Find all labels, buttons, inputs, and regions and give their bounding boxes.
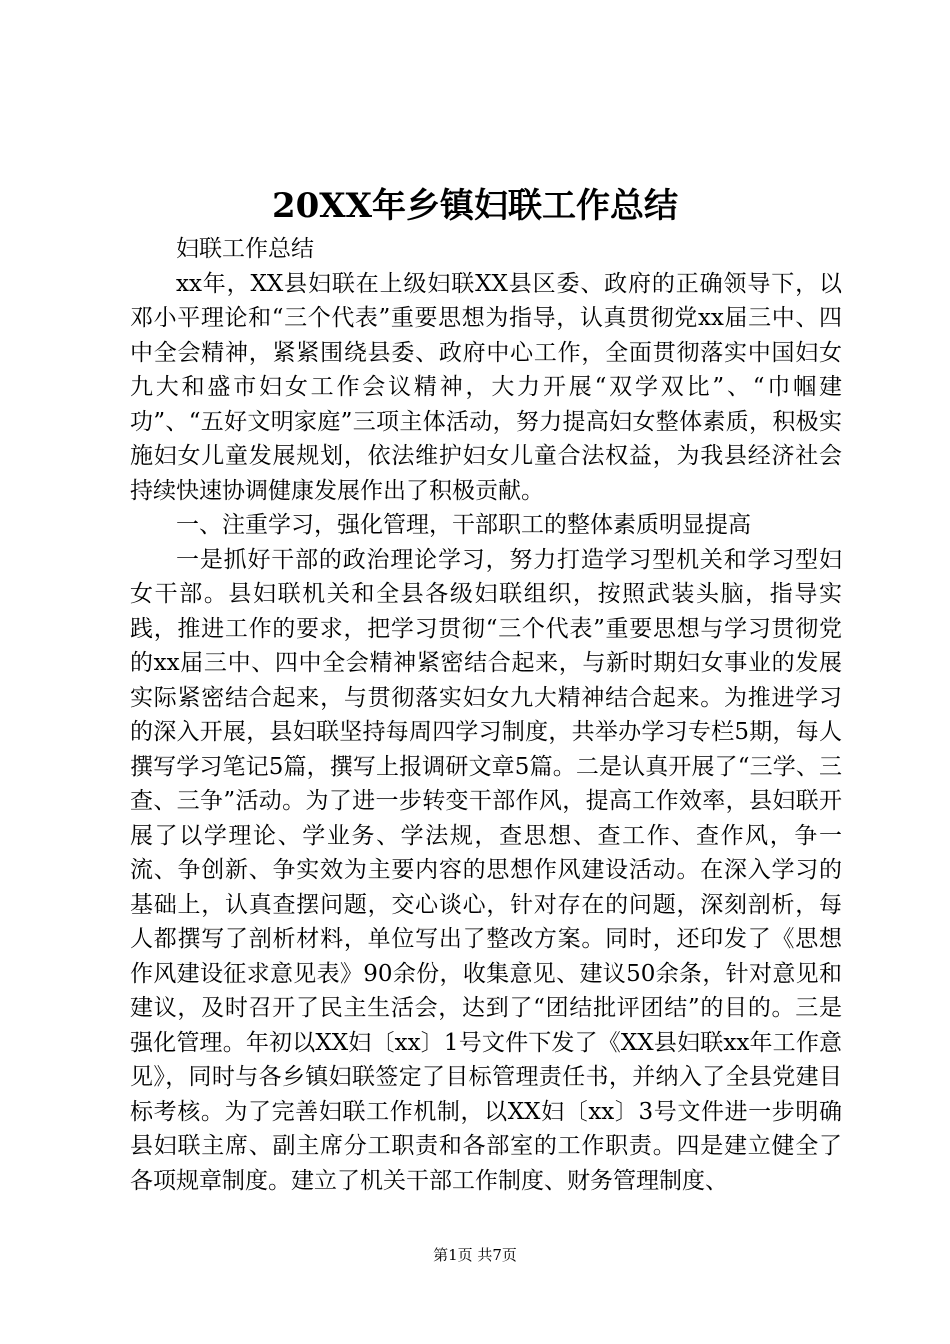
paragraph-section-body: 一是抓好干部的政治理论学习，努力打造学习型机关和学习型妇女干部。县妇联机关和全县各级妇联组织，按照武装头脑，指导实践，推进工作的要求，把学习贯彻“三个代表”重要思想与学习贯彻党的xx届三中、四中全会精神紧密结合起来，与新时期妇女事业的发展实际紧密结合起来，与贯彻落实妇女九大精神结合起来。为推进学习的深入开展，县妇联坚持每周四学习制度，共举办学习专栏5期，每人撰写学习笔记5篇，撰写上报调研文章5篇。二是认真开展了“三学、三查、三争”活动。为了进一步转变干部作风，提高工作效率，县妇联开展了以学理论、学业务、学法规，查思想、查工作、查作风，争一流、争创新、争实效为主要内容的思想作风建设活动。在深入学习的基础上，认真查摆问题，交心谈心，针对存在的问题，深刻剖析，每人都撰写了剖析材料，单位写出了整改方案。同时，还印发了《思想作风建设征求意见表》90余份，收集意见、建议50余条，针对意见和建议，及时召开了民主生活会，达到了“团结批评团结”的目的。三是强化管理。年初以XX妇〔xx〕1号文件下发了《XX县妇联xx年工作意见》，同时与各乡镇妇联签定了目标管理责任书，并纳入了全县党建目标考核。为了完善妇联工作机制，以XX妇〔xx〕3号文件进一步明确县妇联主席、副主席分工职责和各部室的工作职责。四是建立健全了各项规章制度。建立了机关干部工作制度、财务管理制度、 — [130, 546, 842, 1194]
paragraph-subtitle: 妇联工作总结 — [176, 236, 314, 262]
document-body — [130, 232, 842, 1198]
document-title: 20XX年乡镇妇联工作总结 — [271, 186, 679, 226]
section-heading: 一、注重学习，强化管理，干部职工的整体素质明显提高 — [176, 512, 751, 538]
paragraph-intro: xx年，XX县妇联在上级妇联XX县区委、政府的正确领导下，以邓小平理论和“三个代表”重要思想为指导，认真贯彻党xx届三中、四中全会精神，紧紧围绕县委、政府中心工作，全面贯彻落实中国妇女九大和盛市妇女工作会议精神，大力开展“双学双比”、“巾帼建功”、“五好文明家庭”三项主体活动，努力提高妇女整体素质，积极实施妇女儿童发展规划，依法维护妇女儿童合法权益，为我县经济社会持续快速协调健康发展作出了积极贡献。 — [130, 270, 842, 504]
page-footer: 第1页 共7页 — [433, 1246, 517, 1264]
